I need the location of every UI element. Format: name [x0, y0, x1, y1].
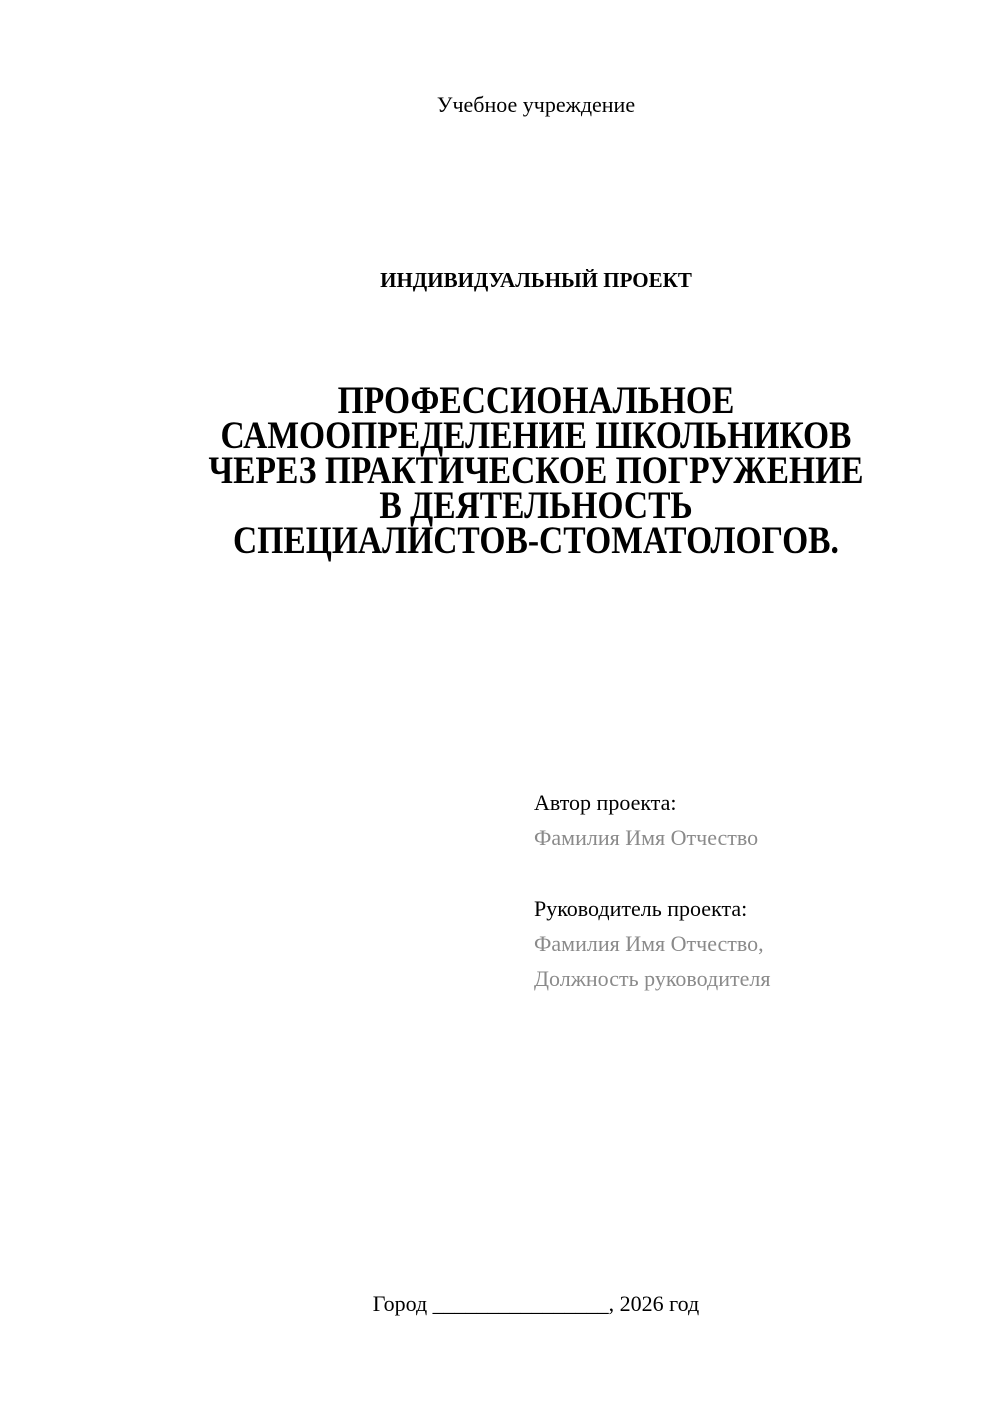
project-title [36, 379, 1000, 562]
author-name: Фамилия Имя Отчество [534, 825, 759, 850]
title-line: В ДЕЯТЕЛЬНОСТЬ [379, 484, 693, 527]
city-year: Город ________________, 2026 год [372, 1291, 700, 1316]
title-line: ПРОФЕССИОНАЛЬНОЕ [337, 379, 735, 422]
supervisor-name: Фамилия Имя Отчество, [534, 931, 764, 956]
author-label: Автор проекта: [534, 790, 677, 815]
title-line: ЧЕРЕЗ ПРАКТИЧЕСКОЕ ПОГРУЖЕНИЕ [208, 449, 864, 492]
title-line: САМООПРЕДЕЛЕНИЕ ШКОЛЬНИКОВ [220, 414, 852, 457]
supervisor-position: Должность руководителя [534, 966, 771, 991]
title-line: СПЕЦИАЛИСТОВ-СТОМАТОЛОГОВ. [233, 519, 839, 562]
institution-name: Учебное учреждение [436, 92, 636, 117]
project-type: ИНДИВИДУАЛЬНЫЙ ПРОЕКТ [380, 268, 692, 292]
supervisor-label: Руководитель проекта: [534, 896, 748, 921]
